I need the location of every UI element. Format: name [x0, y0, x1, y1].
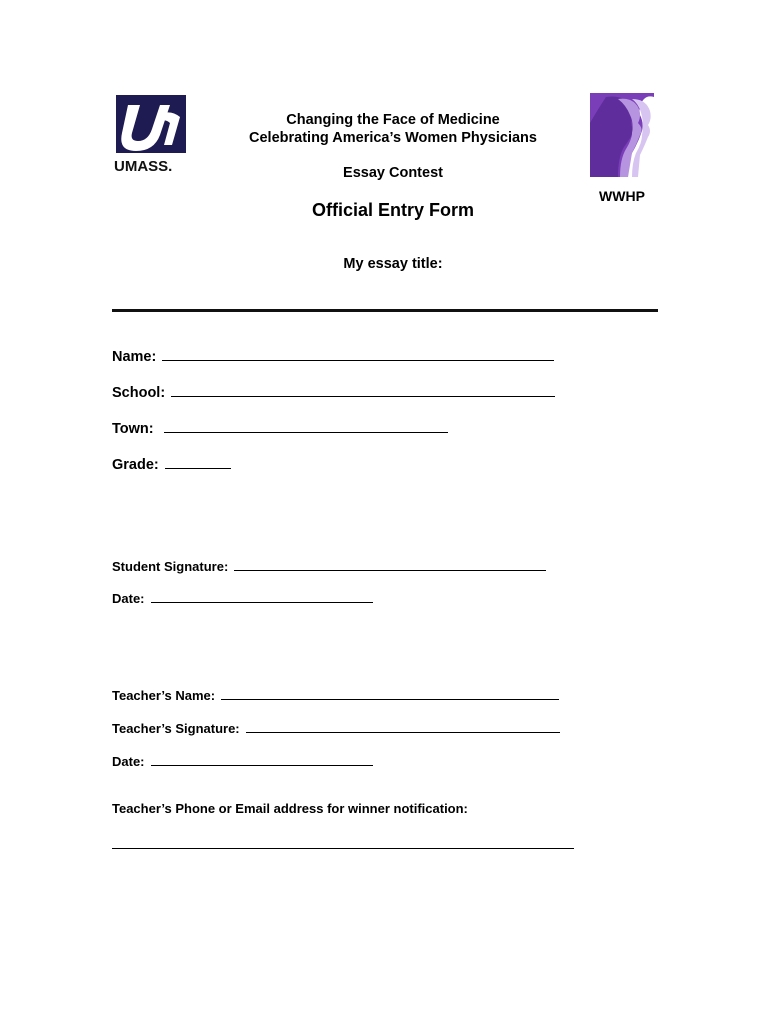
- teacher-name-label: Teacher’s Name:: [112, 688, 216, 703]
- essay-contest-heading: Essay Contest: [343, 165, 443, 181]
- student-date-label: Date:: [112, 591, 145, 606]
- grade-field: [112, 455, 231, 473]
- teacher-date-field: [112, 752, 373, 769]
- wwhp-logo: [588, 93, 654, 177]
- teacher-name-field: [112, 686, 559, 703]
- teacher-signature-input-line[interactable]: [246, 719, 560, 733]
- school-field: [112, 383, 555, 401]
- grade-label: Grade:: [112, 457, 159, 473]
- umass-logo-icon: [114, 95, 190, 175]
- town-label: Town:: [112, 421, 154, 437]
- student-date-field: [112, 589, 373, 606]
- teacher-signature-field: [112, 719, 560, 736]
- name-field: [112, 347, 554, 365]
- student-signature-label: Student Signature:: [112, 559, 229, 574]
- student-date-input-line[interactable]: [151, 589, 373, 603]
- teacher-contact-input-line[interactable]: [112, 848, 574, 849]
- teacher-date-input-line[interactable]: [151, 752, 373, 766]
- town-field: [112, 419, 448, 437]
- student-signature-field: [112, 557, 546, 574]
- essay-title-input-line[interactable]: [112, 309, 658, 312]
- teacher-name-input-line[interactable]: [221, 686, 559, 700]
- contest-title-line1: Changing the Face of Medicine: [286, 112, 500, 128]
- name-input-line[interactable]: [162, 347, 554, 361]
- teacher-date-label: Date:: [112, 754, 145, 769]
- svg-text:UMASS.: UMASS.: [114, 158, 173, 175]
- town-input-line[interactable]: [164, 419, 448, 433]
- school-input-line[interactable]: [171, 383, 555, 397]
- student-signature-input-line[interactable]: [234, 557, 546, 571]
- umass-logo: [114, 95, 190, 175]
- women-profiles-icon: [588, 93, 654, 177]
- essay-title-label: My essay title:: [343, 256, 443, 272]
- teacher-signature-label: Teacher’s Signature:: [112, 721, 240, 736]
- grade-input-line[interactable]: [165, 455, 231, 469]
- contest-title-line2: Celebrating America’s Women Physicians: [249, 130, 537, 146]
- school-label: School:: [112, 385, 166, 401]
- page-title: Official Entry Form: [311, 200, 475, 220]
- wwhp-label: WWHP: [599, 188, 645, 204]
- teacher-contact-label: Teacher’s Phone or Email address for winner notification:: [112, 801, 468, 816]
- name-label: Name:: [112, 349, 157, 365]
